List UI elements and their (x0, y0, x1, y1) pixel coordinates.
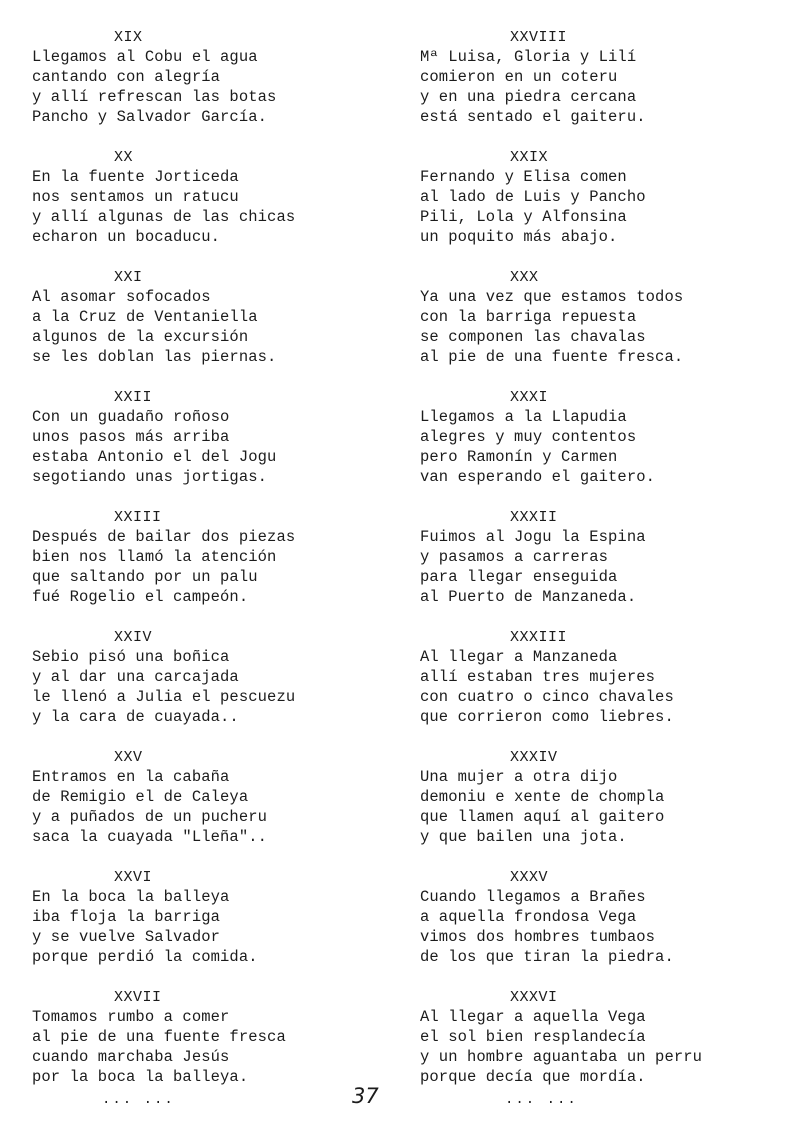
verse-line: al pie de una fuente fresca. (420, 348, 684, 366)
verse-line: que llamen aquí al gaitero (420, 808, 665, 826)
verse-line: y la cara de cuayada.. (32, 708, 239, 726)
stanza-number: XXXIV (510, 749, 558, 766)
verse-line: estaba Antonio el del Jogu (32, 448, 277, 466)
continuation-dots-left: ... ... (102, 1092, 175, 1108)
stanza (32, 988, 392, 1108)
verse-line: Fernando y Elisa comen (420, 168, 627, 186)
verse-line: y pasamos a carreras (420, 548, 609, 566)
verse-line: por la boca la balleya. (32, 1068, 249, 1086)
verse-line: Una mujer a otra dijo (420, 768, 618, 786)
verse-line: Al llegar a aquella Vega (420, 1008, 646, 1026)
stanza-number: XXII (114, 389, 153, 406)
verse-line: Llegamos al Cobu el agua (32, 48, 258, 66)
stanza (420, 28, 780, 148)
verse-line: y allí algunas de las chicas (32, 208, 296, 226)
verse-line: comieron en un coteru (420, 68, 618, 86)
verse-line: alegres y muy contentos (420, 428, 637, 446)
verse-line: se les doblan las piernas. (32, 348, 277, 366)
stanza (420, 868, 780, 988)
verse-line: que corrieron como liebres. (420, 708, 674, 726)
verse-line: que saltando por un palu (32, 568, 258, 586)
verse-line: Al asomar sofocados (32, 288, 211, 306)
verse-line: Tomamos rumbo a comer (32, 1008, 230, 1026)
verse-line: nos sentamos un ratucu (32, 188, 239, 206)
verse-line: allí estaban tres mujeres (420, 668, 656, 686)
stanza-number: XXI (114, 269, 143, 286)
stanza-number: XXVII (114, 989, 162, 1006)
stanza (420, 148, 780, 268)
stanza (32, 628, 392, 748)
verse-line: para llegar enseguida (420, 568, 618, 586)
verse-line: de Remigio el de Caleya (32, 788, 249, 806)
stanza (32, 268, 392, 388)
verse-line: bien nos llamó la atención (32, 548, 277, 566)
verse-line: Sebio pisó una boñica (32, 648, 230, 666)
verse-line: y allí refrescan las botas (32, 88, 277, 106)
verse-line: iba floja la barriga (32, 908, 221, 926)
verse-line: el sol bien resplandecía (420, 1028, 646, 1046)
verse-line: fué Rogelio el campeón. (32, 588, 249, 606)
stanza (420, 988, 780, 1108)
verse-line: le llenó a Julia el pescuezu (32, 688, 296, 706)
verse-line: porque decía que mordía. (420, 1068, 646, 1086)
verse-line: cantando con alegría (32, 68, 221, 86)
verse-line: Ya una vez que estamos todos (420, 288, 684, 306)
stanza-number: XXVI (114, 869, 153, 886)
stanza (420, 388, 780, 508)
stanza-number: XXXIII (510, 629, 568, 646)
verse-line: se componen las chavalas (420, 328, 646, 346)
stanza (420, 748, 780, 868)
verse-line: está sentado el gaiteru. (420, 108, 646, 126)
verse-line: porque perdió la comida. (32, 948, 258, 966)
verse-line: Cuando llegamos a Brañes (420, 888, 646, 906)
stanza-number: XXIII (114, 509, 162, 526)
stanza-number: XX (114, 149, 134, 166)
stanza (32, 508, 392, 628)
verse-line: algunos de la excursión (32, 328, 249, 346)
verse-line: En la fuente Jorticeda (32, 168, 239, 186)
stanza-number: XXIV (114, 629, 153, 646)
verse-line: y a puñados de un pucheru (32, 808, 268, 826)
stanza-number: XIX (114, 29, 143, 46)
continuation-dots-right: ... ... (505, 1092, 578, 1108)
stanza-number: XXV (114, 749, 143, 766)
stanza (32, 748, 392, 868)
verse-line: saca la cuayada "Lleña".. (32, 828, 268, 846)
verse-line: van esperando el gaitero. (420, 468, 656, 486)
verse-line: vimos dos hombres tumbaos (420, 928, 656, 946)
stanza (32, 868, 392, 988)
stanza (420, 508, 780, 628)
verse-line: Mª Luisa, Gloria y Lilí (420, 48, 637, 66)
verse-line: Pancho y Salvador García. (32, 108, 268, 126)
right-column (420, 28, 780, 1108)
stanza-number: XXIX (510, 149, 549, 166)
verse-line: al lado de Luis y Pancho (420, 188, 646, 206)
verse-line: echaron un bocaducu. (32, 228, 221, 246)
verse-line: a la Cruz de Ventaniella (32, 308, 258, 326)
stanza-number: XXVIII (510, 29, 568, 46)
left-column (32, 28, 392, 1108)
stanza-number: XXXI (510, 389, 549, 406)
verse-line: Fuimos al Jogu la Espina (420, 528, 646, 546)
verse-line: En la boca la balleya (32, 888, 230, 906)
verse-line: pero Ramonín y Carmen (420, 448, 618, 466)
stanza-number: XXX (510, 269, 539, 286)
verse-line: cuando marchaba Jesús (32, 1048, 230, 1066)
verse-line: demoniu e xente de chompla (420, 788, 665, 806)
verse-line: con la barriga repuesta (420, 308, 637, 326)
verse-line: al Puerto de Manzaneda. (420, 588, 637, 606)
verse-line: Llegamos a la Llapudia (420, 408, 627, 426)
page-number: 37 (352, 1084, 379, 1108)
verse-line: al pie de una fuente fresca (32, 1028, 286, 1046)
verse-line: y un hombre aguantaba un perru (420, 1048, 703, 1066)
verse-line: un poquito más abajo. (420, 228, 618, 246)
verse-line: a aquella frondosa Vega (420, 908, 637, 926)
stanza (420, 268, 780, 388)
verse-line: y al dar una carcajada (32, 668, 239, 686)
stanza (32, 148, 392, 268)
stanza (420, 628, 780, 748)
verse-line: Pili, Lola y Alfonsina (420, 208, 627, 226)
verse-line: Al llegar a Manzaneda (420, 648, 618, 666)
verse-line: con cuatro o cinco chavales (420, 688, 674, 706)
verse-line: de los que tiran la piedra. (420, 948, 674, 966)
verse-line: Después de bailar dos piezas (32, 528, 296, 546)
verse-line: Con un guadaño roñoso (32, 408, 230, 426)
verse-line: segotiando unas jortigas. (32, 468, 268, 486)
stanza (32, 388, 392, 508)
verse-line: y que bailen una jota. (420, 828, 627, 846)
verse-line: unos pasos más arriba (32, 428, 230, 446)
stanza-number: XXXV (510, 869, 549, 886)
stanza-number: XXXVI (510, 989, 558, 1006)
verse-line: Entramos en la cabaña (32, 768, 230, 786)
stanza (32, 28, 392, 148)
verse-line: y en una piedra cercana (420, 88, 637, 106)
verse-line: y se vuelve Salvador (32, 928, 221, 946)
stanza-number: XXXII (510, 509, 558, 526)
